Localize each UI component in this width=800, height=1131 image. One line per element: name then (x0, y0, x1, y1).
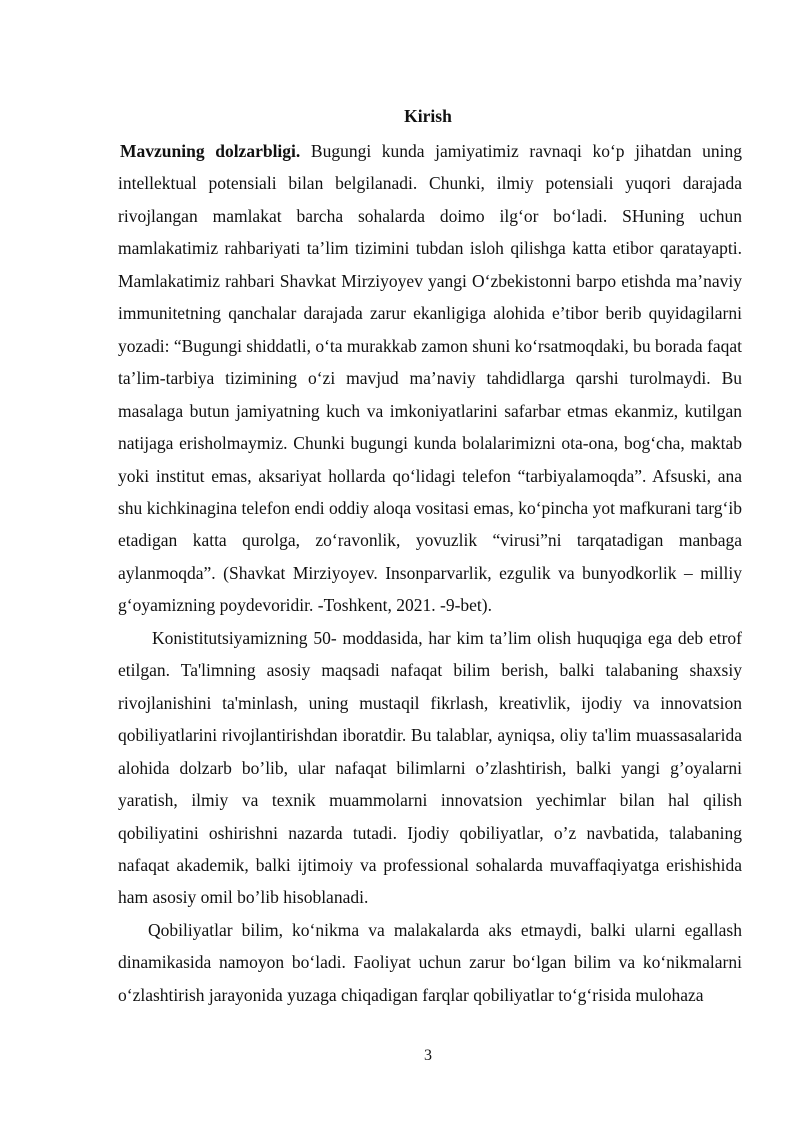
paragraph-abilities: Qobiliyatlar bilim, ko‘nikma va malakalarda aks etmaydi, balki ularni egallash dinamikasida namoyon bo‘ladi. Faoliyat uchun zarur bo‘lgan bilim va ko‘nikmalarni o‘zlashtirish jarayonida yuzaga chiqadigan farqlar qobiliyatlar to‘g‘risida mulohaza (118, 919, 742, 1005)
paragraph-relevance (118, 135, 742, 622)
paragraph-lead-heading: Mavzuning dolzarbligi. (120, 141, 301, 161)
paragraph-constitution: Konistitutsiyamizning 50- moddasida, har kim ta’lim olish huquqiga ega deb etrof etilgan. Ta'limning asosiy maqsadi nafaqat bilim berish, balki talabaning shaxsiy rivojlanishini ta'minlash, uning mustaqil fikrlash, kreativlik, ijodiy va innovatsion qobiliyatlarini rivojlantirishdan iboratdir. Bu talablar, ayniqsa, oliy ta'lim muassasalarida alohida dolzarb bo’lib, ular nafaqat bilimlarni o’zlashtirish, balki yangi g’oyalarni yaratish, ilmiy va texnik muammolarni innovatsion yechimlar bilan hal qilish qobiliyatini oshirishni nazarda tutadi. Ijodiy qobiliyatlar, o’z navbatida, talabaning nafaqat akademik, balki ijtimoiy va professional sohalarda muvaffaqiyatga erishishida ham asosiy omil bo’lib hisoblanadi. (118, 627, 742, 908)
paragraph-text: Bugungi kunda jamiyatimiz ravnaqi ko‘p jihatdan uning intellektual potensiali bilan belgilanadi. Chunki, ilmiy potensiali yuqori darajada rivojlangan mamlakat barcha sohalarda doimo ilg‘or bo‘ladi. SHuning uchun mamlakatimiz rahbariyati ta’lim tizimini tubdan isloh qilishga katta etibor qaratayapti. Mamlakatimiz rahbari Shavkat Mirziyoyev yangi O‘zbekistonni barpo etishda ma’naviy immunitetning qanchalar darajada zarur ekanligiga alohida e’tibor berib quyidagilarni yozadi: “Bugungi shiddatli, o‘ta murakkab zamon shuni ko‘rsatmoqdaki, bu borada faqat ta’lim-tarbiya tizimining o‘zi mavjud ma’naviy tahdidlarga qarshi turolmaydi. Bu masalaga butun jamiyatning kuch va imkoniyatlarini safarbar etmas ekanmiz, kutilgan natijaga erisholmaymiz. Chunki bugungi kunda bolalarimizni ota-ona, bog‘cha, maktab yoki institut emas, aksariyat hollarda qo‘lidagi telefon “tarbiyalamoqda”. Afsuski, ana shu kichkinagina telefon endi oddiy aloqa vositasi emas, ko‘pincha yot mafkurani targ‘ib etadigan katta qurolga, zo‘ravonlik, yovuzlik “virusi”ni tarqatadigan manbaga aylanmoqda”. (Shavkat Mirziyoyev. Insonparvarlik, ezgulik va bunyodkorlik – milliy g‘oyamizning poydevoridir. -Toshkent, 2021. -9-bet). (118, 141, 743, 616)
document-body (118, 135, 742, 1011)
page-title: Kirish (404, 106, 452, 126)
page-number: 3 (424, 1047, 432, 1064)
